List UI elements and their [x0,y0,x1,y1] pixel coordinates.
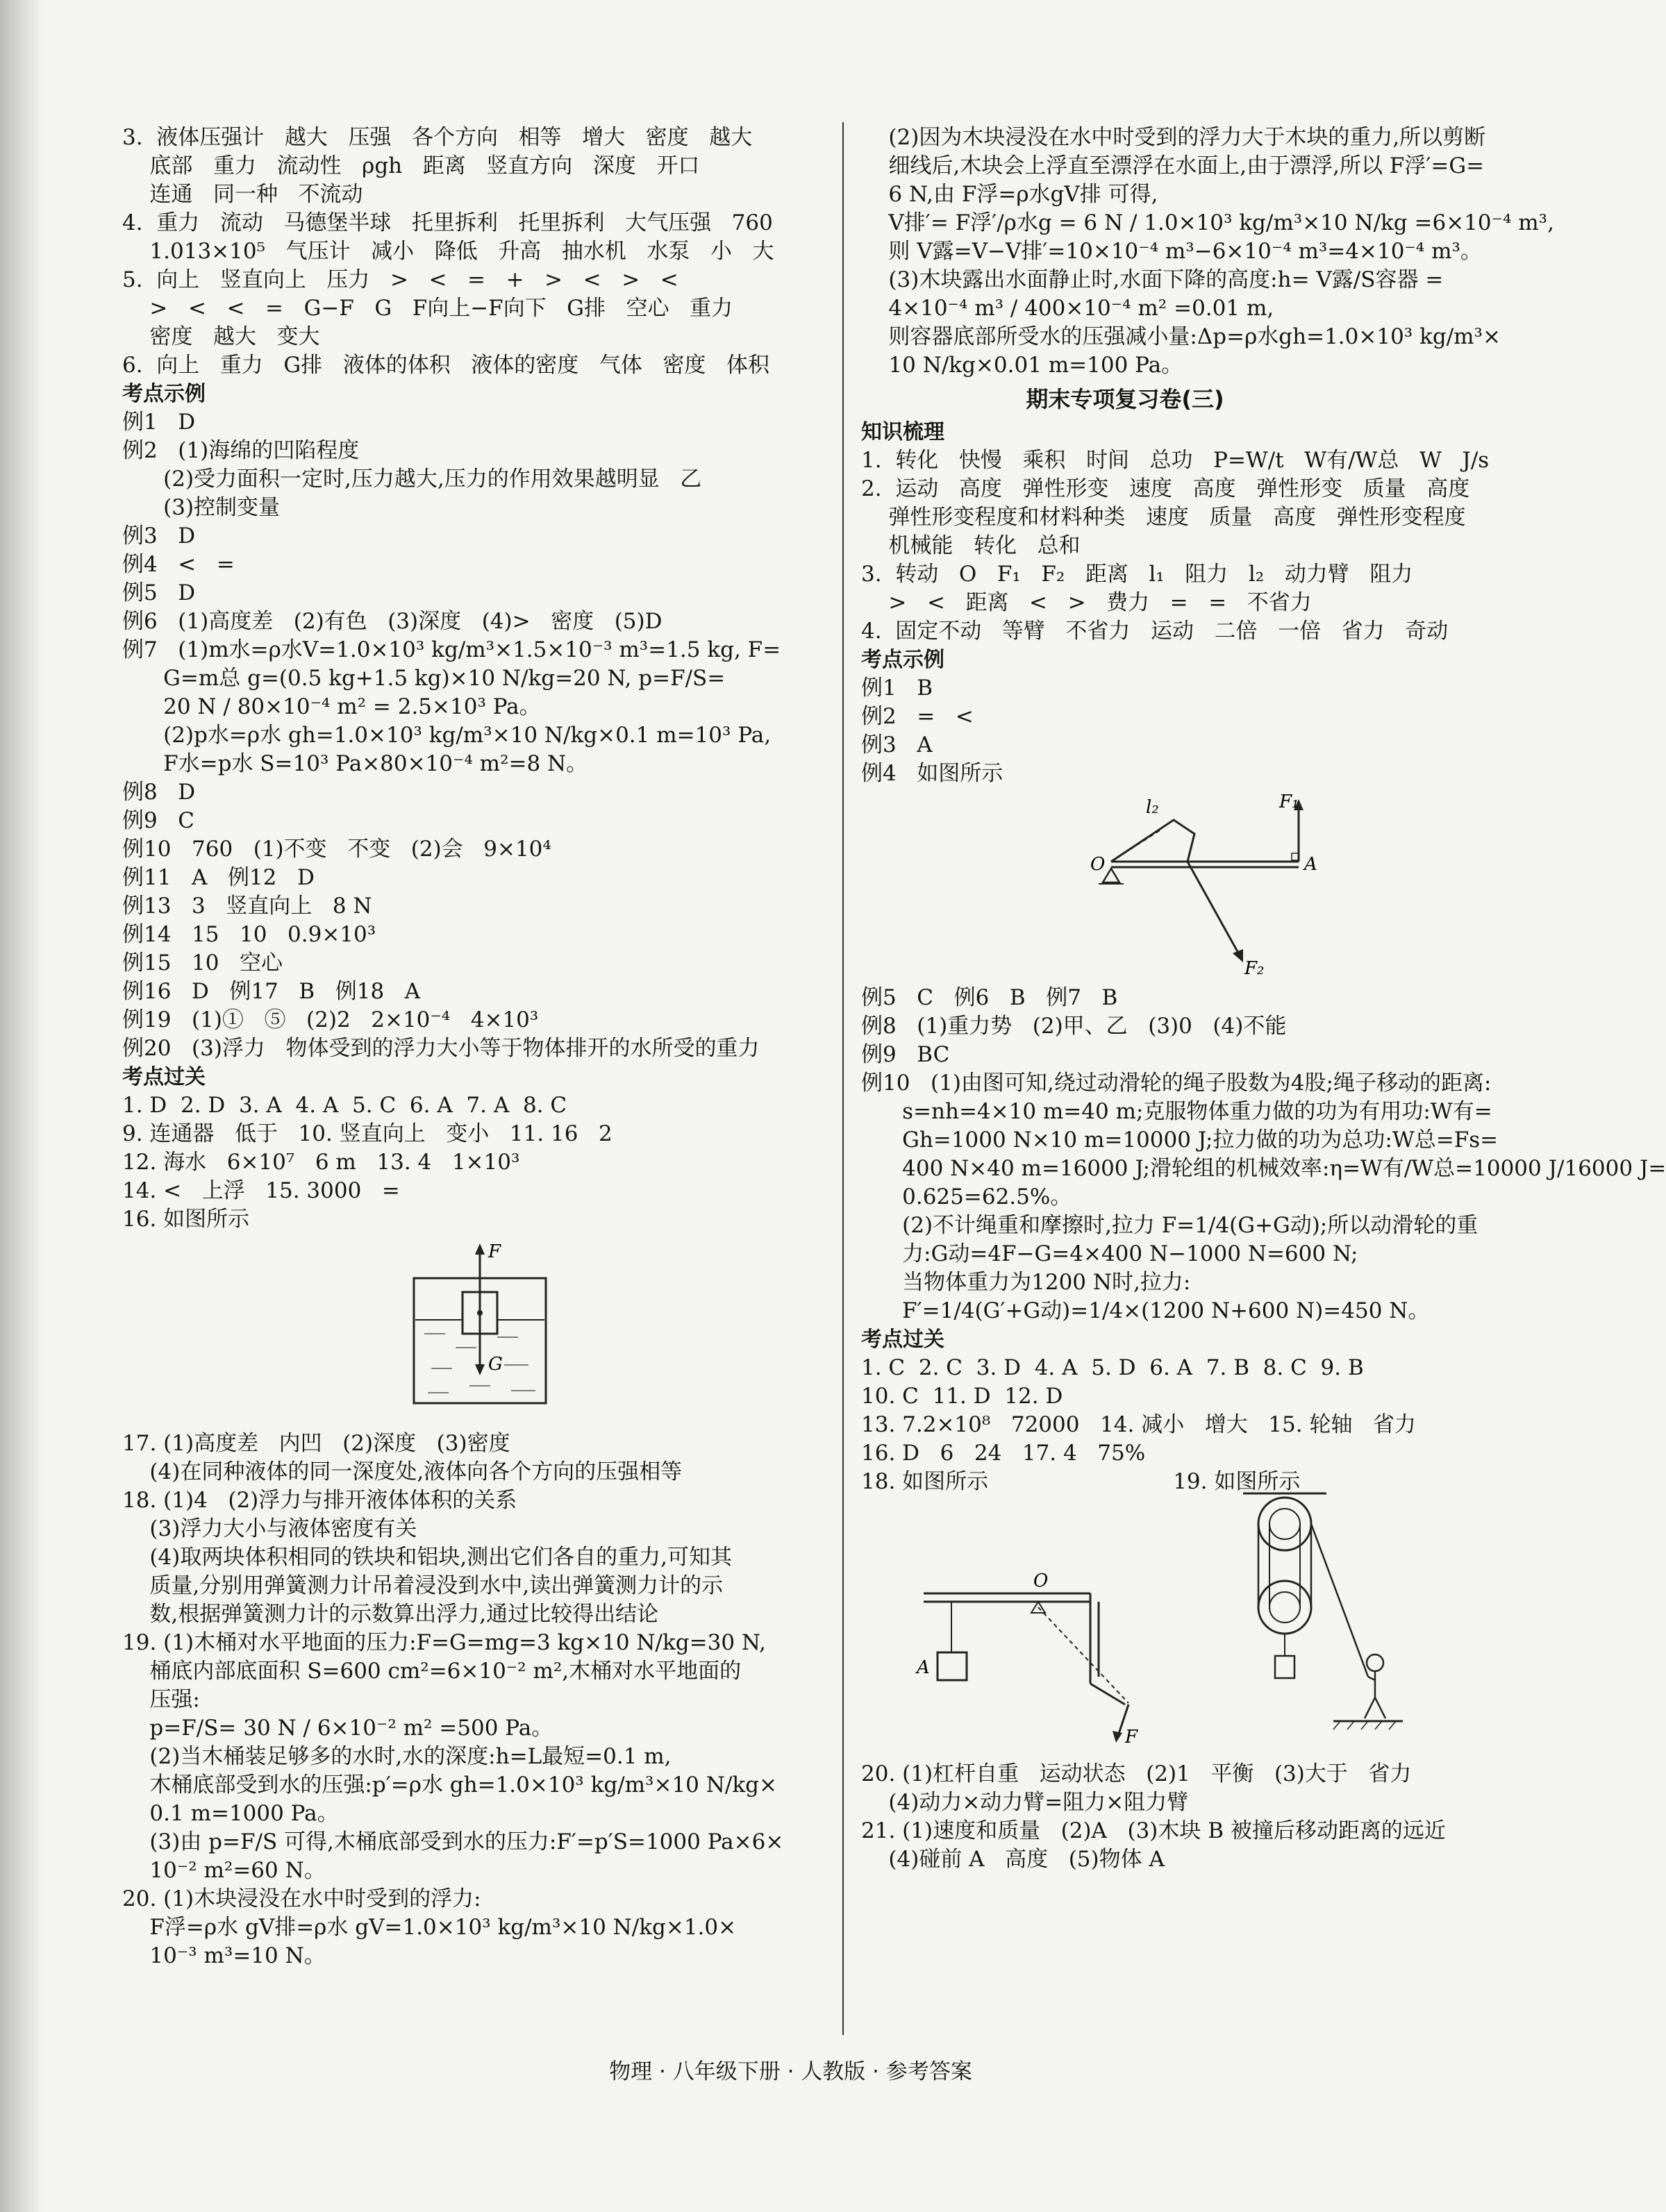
right-line: 1. 转化 快慢 乘积 时间 总功 P=W/t W有/W总 W J/s [861,448,1490,473]
figure-18-lever [917,1538,1167,1746]
left-line: > < < = G−F G F向上−F向下 G排 空心 重力 [122,296,733,321]
right2-line: 0.625=62.5%。 [861,1184,1072,1209]
left-line: 考点示例 [122,382,206,406]
left-line: 4. 重力 流动 马德堡半球 托里拆利 托里拆利 大气压强 760 [122,210,773,235]
right2-line: 16. D 6 24 17. 4 75% [861,1441,1146,1466]
left-line: 连通 同一种 不流动 [122,182,363,207]
figure-19-pulley-system [1229,1489,1410,1753]
left2-line: 质量,分别用弹簧测力计吊着浸没到水中,读出弹簧测力计的示 [122,1573,724,1598]
right-line: 4. 固定不动 等臂 不省力 运动 二倍 一倍 省力 奇动 [861,619,1449,644]
left-line: 例10 760 (1)不变 不变 (2)会 9×10⁴ [122,837,551,862]
right-line: 例2 = < [861,704,974,729]
right-line: 例4 如图所示 [861,761,1003,786]
left-line: 例8 D [122,780,196,805]
right-top-line: V排′= F浮′/ρ水g = 6 N / 1.0×10³ kg/m³×10 N/kg =6×10⁻⁴ m³, [861,210,1554,235]
left-line: 考点过关 [122,1065,206,1089]
left2-line: 19. (1)木桶对水平地面的压力:F=G=mg=3 kg×10 N/kg=30 N, [122,1630,766,1655]
right2-line: 当物体重力为1200 N时,拉力: [861,1270,1191,1295]
right3-line: (4)动力×动力臂=阻力×阻力臂 [861,1790,1189,1815]
left-line: 底部 重力 流动性 ρgh 距离 竖直方向 深度 开口 [122,153,700,178]
right-column [861,124,1666,1874]
left2-line: 10⁻³ m³=10 N。 [122,1943,326,1968]
left2-line: 桶底内部底面积 S=600 cm²=6×10⁻² m²,木桶对水平地面的 [122,1659,742,1684]
right2-line: 力:G动=4F−G=4×400 N−1000 N=600 N; [861,1241,1358,1266]
left-text-block-2 [122,1430,817,1970]
label-F1: F₁ [1279,791,1299,812]
left2-line: (3)浮力大小与液体密度有关 [122,1516,417,1541]
left2-line: 木桶底部受到水的压强:p′=ρ水 gh=1.0×10³ kg/m³×10 N/kg× [122,1773,777,1798]
left2-line: 17. (1)高度差 内凹 (2)深度 (3)密度 [122,1431,510,1456]
right2-line: 例10 (1)由图可知,绕过动滑轮的绳子股数为4股;绳子移动的距离: [861,1071,1492,1096]
left-line: 12. 海水 6×10⁷ 6 m 13. 4 1×10³ [122,1150,520,1175]
label-F: F [488,1241,501,1262]
left-line: 密度 越大 变大 [122,324,320,349]
right-line: 机械能 转化 总和 [861,533,1081,558]
left-line: 例6 (1)高度差 (2)有色 (3)深度 (4)> 密度 (5)D [122,609,663,634]
right-text-block-4 [861,1760,1552,1874]
right-text-block-3 [861,984,1666,1496]
right2-line: 例5 C 例6 B 例7 B [861,985,1118,1010]
right-line: 例3 A [861,732,933,757]
left-line: F水=p水 S=10³ Pa×80×10⁻⁴ m²=8 N。 [122,751,588,776]
left2-line: 20. (1)木块浸没在水中时受到的浮力: [122,1886,481,1911]
label-O: O [1033,1570,1049,1591]
right-top-line: (2)因为木块浸没在水中时受到的浮力大于木块的重力,所以剪断 [861,125,1486,150]
left2-line: (3)由 p=F/S 可得,木桶底部受到水的压力:F′=p′S=1000 Pa×6× [122,1829,784,1854]
left-line: 例19 (1)① ⑤ (2)2 2×10⁻⁴ 4×10³ [122,1007,539,1032]
right-top-line: 4×10⁻⁴ m³ / 400×10⁻⁴ m² =0.01 m, [861,296,1274,321]
left-line: 3. 液体压强计 越大 压强 各个方向 相等 增大 密度 越大 [122,125,753,150]
figures-18-19 [861,1496,1552,1760]
right-line: 3. 转动 O F₁ F₂ 距离 l₁ 阻力 l₂ 动力臂 阻力 [861,562,1413,587]
right-top-line: 则容器底部所受水的压强减小量:Δp=ρ水gh=1.0×10³ kg/m³× [861,324,1501,349]
left-line: 14. < 上浮 15. 3000 = [122,1178,400,1203]
left-line: 例16 D 例17 B 例18 A [122,979,421,1004]
right2-line: 18. 如图所示 19. 如图所示 [861,1469,1301,1494]
left-line: 例9 C [122,808,195,833]
right-text-block [861,124,1552,380]
left2-line: F浮=ρ水 gV排=ρ水 gV=1.0×10³ kg/m³×10 N/kg×1.0× [122,1915,737,1940]
left2-line: 压强: [122,1687,200,1712]
right-top-line: 则 V露=V−V排′=10×10⁻⁴ m³−6×10⁻⁴ m³=4×10⁻⁴ m³。 [861,239,1482,264]
right2-line: (2)不计绳重和摩擦时,拉力 F=1/4(G+G动);所以动滑轮的重 [861,1213,1478,1238]
right-line: 2. 运动 高度 弹性形变 速度 高度 弹性形变 质量 高度 [861,476,1470,501]
right2-line: 10. C 11. D 12. D [861,1384,1063,1409]
column-divider [842,122,844,2035]
right-top-line: 细线后,木块会上浮直至漂浮在水面上,由于漂浮,所以 F浮′=G= [861,153,1485,178]
left-line: G=m总 g=(0.5 kg+1.5 kg)×10 N/kg=20 N, p=F/S= [122,666,726,691]
left-column [122,124,817,1970]
right2-line: 1. C 2. C 3. D 4. A 5. D 6. A 7. B 8. C 9. B [861,1355,1364,1380]
page-edge-shadow [0,0,43,2212]
left-line: 例15 10 空心 [122,950,283,975]
left-line: 例3 D [122,523,196,548]
left-line: 16. 如图所示 [122,1207,250,1232]
section-title: 期末专项复习卷(三) [1026,386,1224,412]
right2-line: s=nh=4×10 m=40 m;克服物体重力做的功为有用功:W有= [861,1099,1492,1124]
label-F: F [1125,1727,1138,1748]
label-A: A [917,1657,930,1678]
page-footer: 物理 · 八年级下册 · 人教版 · 参考答案 [609,2059,972,2084]
left-line: 例14 15 10 0.9×10³ [122,922,376,947]
label-l2: l₂ [1146,797,1159,818]
right-top-line: 10 N/kg×0.01 m=100 Pa。 [861,353,1183,378]
label-G: G [488,1354,503,1375]
left-line: (2)p水=ρ水 gh=1.0×10³ kg/m³×10 N/kg×0.1 m=10³ Pa, [122,723,772,748]
figure-ex4-lever [1090,792,1382,980]
right2-line: 例9 BC [861,1042,950,1067]
right3-line: 20. (1)杠杆自重 运动状态 (2)1 平衡 (3)大于 省力 [861,1761,1412,1786]
left-line: (3)控制变量 [122,495,281,520]
right3-line: 21. (1)速度和质量 (2)A (3)木块 B 被撞后移动距离的远近 [861,1818,1446,1843]
right-top-line: (3)木块露出水面静止时,水面下降的高度:h= V露/S容器 = [861,267,1444,292]
left-line: 9. 连通器 低于 10. 竖直向上 变小 11. 16 2 [122,1121,613,1146]
left-line: 例11 A 例12 D [122,865,315,890]
right-text-block-2 [861,418,1552,788]
left2-line: 数,根据弹簧测力计的示数算出浮力,通过比较得出结论 [122,1602,659,1627]
left-line: 5. 向上 竖直向上 压力 > < = + > < > < [122,267,678,292]
left2-line: (4)取两块体积相同的铁块和铝块,测出它们各自的重力,可知其 [122,1545,733,1570]
right-line: 考点示例 [861,648,944,672]
left-line: 例13 3 竖直向上 8 N [122,894,372,919]
right2-line: 例8 (1)重力势 (2)甲、乙 (3)0 (4)不能 [861,1014,1287,1039]
left2-line: p=F/S= 30 N / 6×10⁻² m² =500 Pa。 [122,1716,553,1741]
right2-line: Gh=1000 N×10 m=10000 J;拉力做的功为总功:W总=Fs= [861,1128,1499,1153]
right2-line: 考点过关 [861,1327,944,1352]
right2-line: F′=1/4(G′+G动)=1/4×(1200 N+600 N)=450 N。 [861,1298,1430,1323]
label-O: O [1090,854,1106,875]
left-line: 1.013×10⁵ 气压计 减小 降低 升高 抽水机 水泵 小 大 [122,239,774,264]
left-line: 例2 (1)海绵的凹陷程度 [122,438,360,463]
left2-line: 10⁻² m²=60 N。 [122,1858,326,1883]
left-line: 例4 < = [122,552,235,577]
left-line: 1. D 2. D 3. A 4. A 5. C 6. A 7. A 8. C [122,1093,567,1118]
figure-16-beaker-forces [407,1237,699,1424]
right-top-line: 6 N,由 F浮=ρ水gV排 可得, [861,182,1158,207]
right2-line: 400 N×40 m=16000 J;滑轮组的机械效率:η=W有/W总=10000 J/16000 J= [861,1156,1666,1181]
right-line: > < 距离 < > 费力 = = 不省力 [861,590,1312,615]
right3-line: (4)碰前 A 高度 (5)物体 A [861,1847,1165,1872]
left2-line: 0.1 m=1000 Pa。 [122,1801,339,1826]
left-line: 例7 (1)m水=ρ水V=1.0×10³ kg/m³×1.5×10⁻³ m³=1.5 kg, F= [122,637,781,662]
left2-line: (2)当木桶装足够多的水时,水的深度:h=L最短=0.1 m, [122,1744,672,1769]
right2-line: 13. 7.2×10⁸ 72000 14. 减小 增大 15. 轮轴 省力 [861,1412,1417,1437]
left-text-block [122,124,817,1234]
left-line: 例1 D [122,410,196,435]
left-line: 例20 (3)浮力 物体受到的浮力大小等于物体排开的水所受的重力 [122,1036,760,1061]
left2-line: (4)在同种液体的同一深度处,液体向各个方向的压强相等 [122,1459,683,1484]
right-line: 知识梳理 [861,420,944,444]
label-F2: F₂ [1244,958,1265,979]
left-line: 例5 D [122,580,196,605]
left-line: 20 N / 80×10⁻⁴ m² = 2.5×10³ Pa。 [122,694,541,719]
left2-line: 18. (1)4 (2)浮力与排开液体体积的关系 [122,1488,517,1513]
left-line: (2)受力面积一定时,压力越大,压力的作用效果越明显 乙 [122,467,702,492]
right-line: 例1 B [861,676,933,701]
label-A: A [1304,854,1317,875]
right-line: 弹性形变程度和材料种类 速度 质量 高度 弹性形变程度 [861,505,1466,530]
left-line: 6. 向上 重力 G排 液体的体积 液体的密度 气体 密度 体积 [122,353,769,378]
